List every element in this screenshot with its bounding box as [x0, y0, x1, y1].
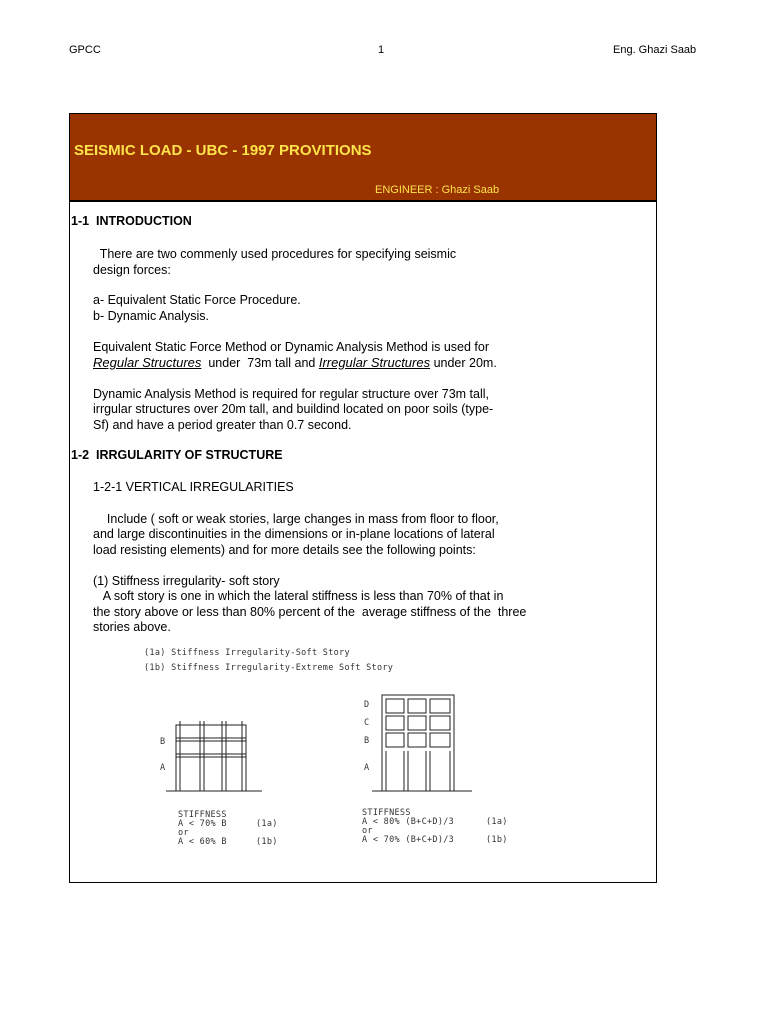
page-number: 1: [378, 44, 385, 56]
list-item-a: a- Equivalent Static Force Procedure.: [93, 293, 301, 307]
intro-p2-line2: [93, 355, 497, 372]
intro-p1-line2: design forces:: [93, 263, 171, 277]
intro-p3-line1: Dynamic Analysis Method is required for regular structure over 73m tall,: [93, 387, 489, 401]
subsection-vertical-irregularities: 1-2-1 VERTICAL IRREGULARITIES: [93, 480, 294, 494]
irregular-structures-term: Irregular Structures: [318, 355, 431, 370]
left-label-b: B: [160, 737, 166, 747]
right-label-a: A: [364, 763, 370, 773]
section-heading-irregularity: 1-2 IRRGULARITY OF STRUCTURE: [71, 448, 283, 462]
right-frame-drawing: [372, 695, 472, 791]
intro-p2-line1: Equivalent Static Force Method or Dynamic Analysis Method is used for: [93, 340, 490, 354]
left-or: or: [178, 828, 189, 838]
regular-structures-term: Regular Structures: [93, 355, 202, 370]
left-stiffness-label: STIFFNESS: [178, 810, 227, 820]
irreg-p1-line1: Include ( soft or weak stories, large changes in mass from floor to floor,: [93, 512, 499, 526]
list-item-b: b- Dynamic Analysis.: [93, 309, 210, 323]
p2-end-text: under 20m.: [430, 356, 497, 370]
left-frame-drawing: [166, 721, 262, 791]
irreg-p2-line2: A soft story is one in which the lateral stiffness is less than 70% of that in: [93, 589, 504, 603]
figure-caption-1a: (1a) Stiffness Irregularity-Soft Story: [144, 648, 350, 658]
left-tag-1b: (1b): [256, 837, 278, 847]
header-author: Eng. Ghazi Saab: [613, 44, 697, 56]
figure-caption-1b: (1b) Stiffness Irregularity-Extreme Soft Story: [144, 663, 394, 673]
right-or: or: [362, 826, 373, 836]
right-label-b: B: [364, 736, 370, 746]
right-tag-1a: (1a): [486, 817, 508, 827]
left-label-a: A: [160, 763, 166, 773]
left-formula-2: A < 60% B: [178, 837, 227, 847]
irreg-p2-line4: stories above.: [93, 620, 171, 634]
soft-story-figure: [80, 645, 550, 855]
title-banner: [70, 114, 656, 202]
left-formula-1: A < 70% B: [178, 819, 227, 829]
irreg-p1-line3: load resisting elements) and for more details see the following points:: [93, 543, 476, 557]
document-title: SEISMIC LOAD - UBC - 1997 PROVITIONS: [74, 142, 372, 159]
p2-mid-text: under 73m tall and: [201, 356, 319, 370]
header-left: GPCC: [69, 44, 101, 56]
right-stiffness-label: STIFFNESS: [362, 808, 411, 818]
section-heading-introduction: 1-1 INTRODUCTION: [71, 214, 192, 228]
right-tag-1b: (1b): [486, 835, 508, 845]
intro-p1-line1: There are two commenly used procedures for specifying seismic: [93, 247, 457, 261]
irreg-p1-line2: and large discontinuities in the dimensions or in-plane locations of lateral: [93, 527, 495, 541]
right-formula-1: A < 80% (B+C+D)/3: [362, 817, 455, 827]
engineer-label: ENGINEER : Ghazi Saab: [375, 184, 500, 196]
right-label-d: D: [364, 700, 370, 710]
right-label-c: C: [364, 718, 370, 728]
left-tag-1a: (1a): [256, 819, 278, 829]
intro-p3-line3: Sf) and have a period greater than 0.7 second.: [93, 418, 352, 432]
right-formula-2: A < 70% (B+C+D)/3: [362, 835, 455, 845]
irreg-p2-line3: the story above or less than 80% percent of the average stiffness of the three: [93, 605, 527, 619]
intro-p3-line2: irrgular structures over 20m tall, and buildind located on poor soils (type-: [93, 402, 494, 416]
irreg-p2-line1: (1) Stiffness irregularity- soft story: [93, 574, 280, 588]
